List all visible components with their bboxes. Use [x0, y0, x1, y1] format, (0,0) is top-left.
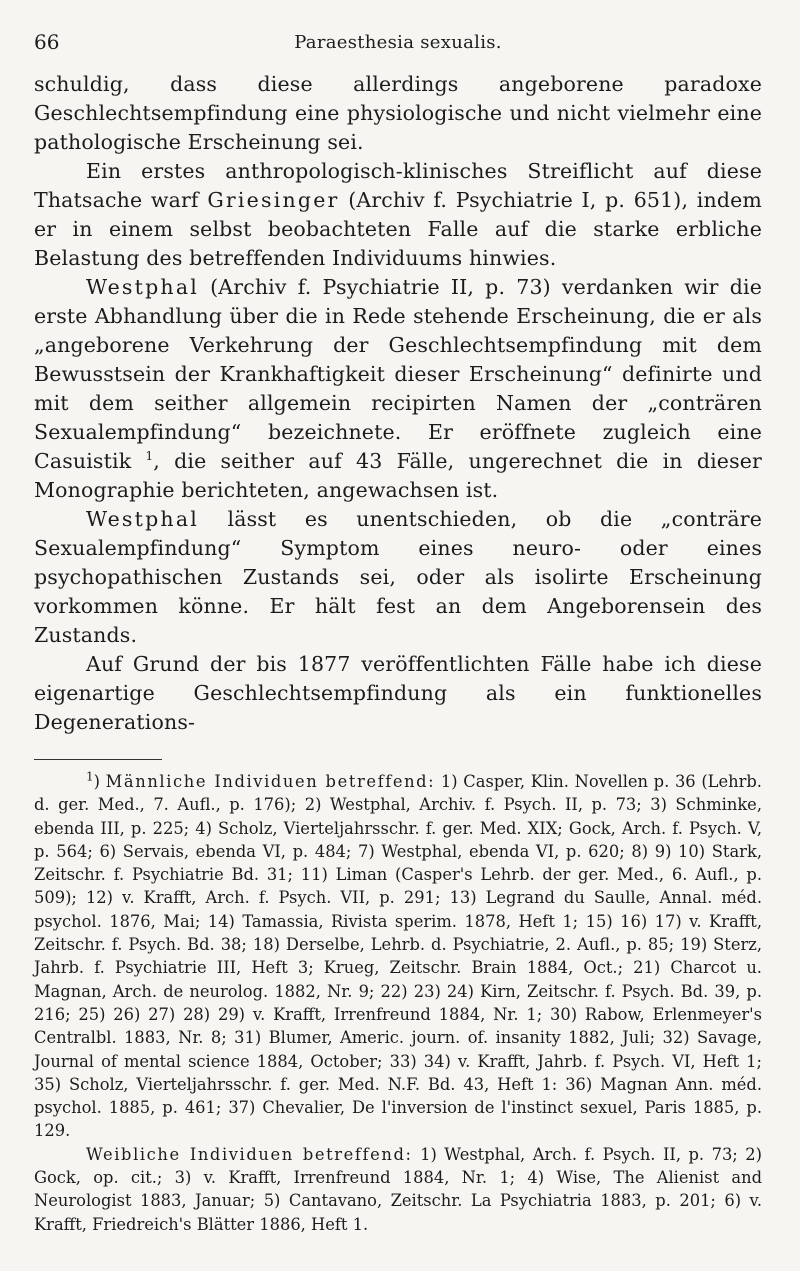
paragraph-3-text-end: , die seither auf 43 Fälle, ungerechnet die in dieser Monographie berichteten, angewachsen ist.: [34, 449, 762, 502]
footnote-2-text: 1) Westphal, Arch. f. Psych. II, p. 73; 2) Gock, op. cit.; 3) v. Krafft, Irrenfreund 1884, Nr. 1; 4) Wise, The Alienist and Neurologist 1883, Januar; 5) Cantavano, Zeitschr. La Psychiatria 1883, p. 201; 6) v. Krafft, Friedreich's Blätter 1886, Heft 1.: [34, 1144, 762, 1234]
footnote-1-text: 1) Casper, Klin. Novellen p. 36 (Lehrb. d. ger. Med., 7. Aufl., p. 176); 2) Westphal, Archiv. f. Psych. II, p. 73; 3) Schminke, ebenda III, p. 225; 4) Scholz, Vierteljahrsschr. f. ger. Med. XIX; Gock, Arch. f. Psych. V, p. 564; 6) Servais, ebenda VI, p. 484; 7) Westphal, ebenda VI, p. 620; 8) 9) 10) Stark, Zeitschr. f. Psychiatrie Bd. 31; 11) Liman (Casper's Lehrb. der ger. Med., 6. Aufl., p. 509); 12) v. Krafft, Arch. f. Psych. VII, p. 291; 13) Legrand du Saulle, Annal. méd. psychol. 1876, Mai; 14) Tamassia, Rivista sperim. 1878, Heft 1; 15) 16) 17) v. Krafft, Zeitschr. f. Psych. Bd. 38; 18) Derselbe, Lehrb. d. Psychiatrie, 2. Aufl., p. 85; 19) Sterz, Jahrb. f. Psychiatrie III, Heft 3; Krueg, Zeitschr. Brain 1884, Oct.; 21) Charcot u. Magnan, Arch. de neurolog. 1882, Nr. 9; 22) 23) 24) Kirn, Zeitschr. f. Psych. Bd. 39, p. 216; 25) 26) 27) 28) 29) v. Krafft, Irrenfreund 1884, Nr. 1; 30) Rabow, Erlenmeyer's Centralbl. 1883, Nr. 8; 31) Blumer, Americ. journ. of. insanity 1882, Juli; 32) Savage, Journal of mental science 1884, October; 33) 34) v. Krafft, Jahrb. f. Psych. VI, Heft 1; 35) Scholz, Vierteljahrsschr. f. ger. Med. N.F. Bd. 43, Heft 1: 36) Magnan Ann. méd. psychol. 1885, p. 461; 37) Chevalier, De l'inversion de l'instinct sexuel, Paris 1885, p. 129.: [34, 772, 762, 1141]
footnote-2: [34, 1143, 762, 1236]
author-name-westphal-2: Westphal: [86, 507, 199, 531]
paragraph-4-text: lässt es unentschieden, ob die „conträre Sexualempfindung“ Symptom eines neuro- oder eines psychopathischen Zustands sei, oder als isolirte Erscheinung vorkommen könne. Er hält fest an dem Angeborensein des Zustands.: [34, 507, 762, 647]
paragraph-1: schuldig, dass diese allerdings angeborene paradoxe Geschlechtsempfindung eine physiologische und nicht vielmehr eine pathologische Erscheinung sei.: [34, 72, 762, 154]
paragraph-5: Auf Grund der bis 1877 veröffentlichten Fälle habe ich diese eigenartige Geschlechtsempfindung als ein funktionelles Degenerations-: [34, 652, 762, 734]
paragraph-4: [34, 505, 762, 650]
main-text: [34, 70, 762, 737]
author-name-westphal: Westphal: [86, 275, 199, 299]
paragraph-2: [34, 157, 762, 273]
author-name-griesinger: Griesinger: [207, 188, 340, 212]
paragraph-2-text-end: (Archiv f. Psychiatrie I, p. 651), indem er in einem selbst beobachteten Falle auf die starke erbliche Belastung des betreffenden Individuums hinwies.: [34, 188, 762, 270]
page-header: [34, 0, 762, 60]
footnotes: [34, 770, 762, 1236]
paragraph-2-text-start: Ein erstes anthropologisch-klinisches Streiflicht auf diese Thatsache warf: [34, 159, 762, 212]
footnote-2-heading: Weibliche Individuen betreffend:: [86, 1144, 413, 1164]
running-head: Paraesthesia sexualis.: [294, 32, 502, 53]
footnote-divider: [34, 759, 162, 760]
paragraph-3-text-start: (Archiv f. Psychiatrie II, p. 73) verdanken wir die erste Abhandlung über die in Rede stehende Erscheinung, die er als „angeborene Verkehrung der Geschlechtsempfindung mit dem Bewusstsein der Krankhaftigkeit dieser Erscheinung“ definirte und mit dem seither allgemein recipirten Namen der „conträren Sexualempfindung“ bezeichnete. Er eröffnete zugleich eine Casuistik: [34, 275, 762, 473]
footnote-1-heading: Männliche Individuen betreffend:: [105, 772, 436, 791]
footnote-reference: 1: [145, 449, 154, 464]
page-number: 66: [34, 30, 60, 54]
footnote-1: $^1$) Männliche Individuen betreffend: 1) Casper, Klin. Novellen p. 36 (Lehrb. d. ger. Med., 7. Aufl., p. 176); 2) Westphal, Archiv. f. Psych. II, p. 73; 3) Schminke, ebenda III, p. 225; 4) Scholz, Vierteljahrsschr. f. ger. Med. XIX; Gock, Arch. f. Psych. V, p. 564; 6) Servais, ebenda VI, p. 484; 7) Westphal, ebenda VI, p. 620; 8) 9) 10) Stark, Zeitschr. f. Psychiatrie Bd. 31; 11) Liman (Casper's Lehrb. der ger. Med., 6. Aufl., p. 509); 12) v. Krafft, Arch. f. Psych. VII, p. 291; 13) Legrand du Saulle, Annal. méd. psychol. 1876, Mai; 14) Tamassia, Rivista sperim. 1878, Heft 1; 15) 16) 17) v. Krafft, Zeitschr. f. Psych. Bd. 38; 18) Derselbe, Lehrb. d. Psychiatrie, 2. Aufl., p. 85; 19) Sterz, Jahrb. f. Psychiatrie III, Heft 3; Krueg, Zeitschr. Brain 1884, Oct.; 21) Charcot u. Magnan, Arch. de neurolog. 1882, Nr. 9; 22) 23) 24) Kirn, Zeitschr. f. Psych. Bd. 39, p. 216; 25) 26) 27) 28) 29) v. Krafft, Irrenfreund 1884, Nr. 1; 30) Rabow, Erlenmeyer's Centralbl. 1883, Nr. 8; 31) Blumer, Americ. journ. of. insanity 1882, Juli; 32) Savage, Journal of mental science 1884, October; 33) 34) v. Krafft, Jahrb. f. Psych. VI, Heft 1; 35) Scholz, Vierteljahrsschr. f. ger. Med. N.F. Bd. 43, Heft 1: 36) Magnan Ann. méd. psychol. 1885, p. 461; 37) Chevalier, De l'inversion de l'instinct sexuel, Paris 1885, p. 129.: [34, 769, 762, 1141]
footnote-marker: 1: [86, 769, 94, 784]
paragraph-3: [34, 273, 762, 505]
